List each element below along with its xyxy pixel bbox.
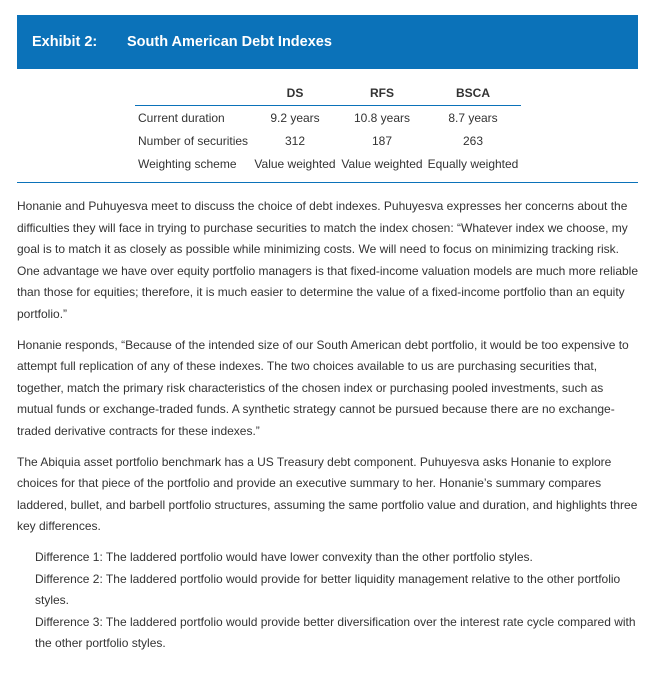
table-cell: 8.7 years [448, 110, 498, 125]
exhibit-label: Exhibit 2: [32, 34, 98, 50]
list-item: Difference 3: The laddered portfolio would provide better diversification over the interest rate cycle compared with the other portfolio styles. [35, 614, 636, 651]
exhibit-divider [17, 182, 638, 183]
table-cell: Value weighted [341, 156, 423, 171]
table-header-blank [135, 81, 251, 106]
list-item: Difference 2: The laddered portfolio would provide for better liquidity management relative to the other portfolio styles. [35, 571, 621, 608]
row-label: Number of securities [138, 133, 249, 148]
table-cell: 9.2 years [270, 110, 320, 125]
table-row [135, 106, 521, 130]
table-cell: 10.8 years [353, 110, 411, 125]
table-cell: Value weighted [254, 156, 336, 171]
paragraph: Honanie responds, “Because of the intended size of our South American debt portfolio, it would be too expensive to attempt full replication of any of these indexes. The two choices available to us are purchasing securities that, together, match the primary risk characteristics of the chosen index or purchasing pooled investments, such as mutual funds or exchange-traded funds. A synthetic strategy cannot be pursued because there are no exchange-traded derivative contracts for these indexes.” [17, 337, 629, 438]
row-label: Weighting scheme [138, 156, 237, 171]
list-item: Difference 1: The laddered portfolio would have lower convexity than the other portfolio styles. [35, 549, 533, 564]
table-row [135, 152, 521, 175]
table-cell: Equally weighted [427, 156, 519, 171]
table-header-row [135, 81, 521, 106]
table-header-bsca: BSCA [425, 81, 521, 106]
table-cell: 263 [462, 133, 484, 148]
debt-index-table [135, 81, 521, 175]
table-header-ds: DS [251, 81, 339, 106]
differences-list [17, 547, 641, 655]
exhibit-title: South American Debt Indexes [127, 34, 332, 50]
table-cell: 187 [371, 133, 393, 148]
row-label: Current duration [138, 110, 225, 125]
table-header-rfs: RFS [339, 81, 425, 106]
exhibit-header [17, 15, 638, 69]
table-row [135, 129, 521, 152]
body-text [17, 196, 641, 655]
paragraph: The Abiquia asset portfolio benchmark has a US Treasury debt component. Puhuyesva asks Honanie to explore choices for that piece of the portfolio and provide an executive summary to her. Honanie’s summary compares laddered, bullet, and barbell portfolio structures, assuming the same portfolio value and duration, and highlights three key differences. [17, 454, 638, 534]
table-cell: 312 [284, 133, 306, 148]
paragraph: Honanie and Puhuyesva meet to discuss the choice of debt indexes. Puhuyesva expresses her concerns about the difficulties they will face in trying to purchase securities to match the index chosen: “Whatever index we choose, my goal is to match it as closely as possible while minimizing costs. We will need to focus on minimizing tracking risk. One advantage we have over equity portfolio managers is that fixed-income valuation models are much more reliable than those for equities; therefore, it is much easier to determine the value of a fixed-income portfolio than an equity portfolio.” [17, 199, 638, 321]
